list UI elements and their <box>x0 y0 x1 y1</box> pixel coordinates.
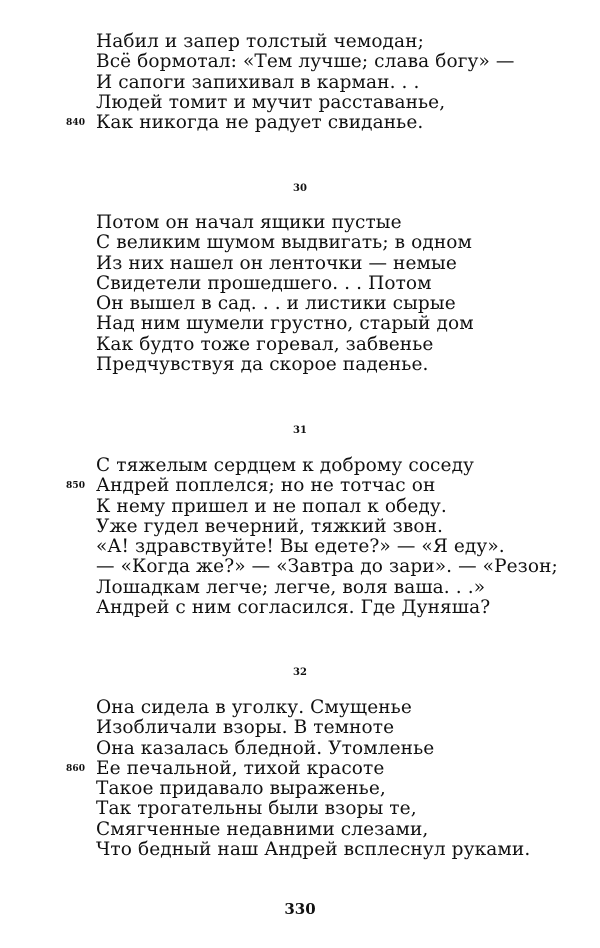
verse-line: Всё бормотал: «Тем лучше; слава богу» — <box>96 51 515 73</box>
verse-line: Изобличали взоры. В темноте <box>96 717 395 739</box>
verse-line: Набил и запер толстый чемодан; <box>96 31 424 52</box>
verse-line: Лошадкам легче; легче, воля ваша. . .» <box>96 576 486 598</box>
verse-line: Потом он начал ящики пустые <box>96 212 402 233</box>
verse-line: Из них нашел он ленточки — немые <box>96 252 457 274</box>
verse-line: Над ним шумели грустно, старый дом <box>96 313 474 335</box>
verse-line: Свидетели прошедшего. . . Потом <box>96 272 432 294</box>
stanza-30 <box>96 213 576 375</box>
line-number: 850 <box>66 481 86 492</box>
verse-line: Она сидела в уголку. Смущенье <box>96 697 412 718</box>
verse-line: Что бедный наш Андрей всплеснул руками. <box>96 839 531 861</box>
verse-line: Он вышел в сад. . . и листики сырые <box>96 293 456 315</box>
verse-line: 850 Андрей поплелся; но не тотчас он <box>66 475 436 497</box>
verse-line: — «Когда же?» — «Завтра до зари». — «Резон; <box>96 556 558 578</box>
stanza-32 <box>66 697 576 861</box>
stanza-31 <box>66 455 576 619</box>
verse-line: 840 Как никогда не радует свиданье. <box>66 112 424 134</box>
verse-line: Как будто тоже горевал, забвенье <box>96 333 434 355</box>
verse-line: Людей томит и мучит расставанье, <box>96 91 446 113</box>
line-number: 860 <box>66 763 86 774</box>
stanza-number: 31 <box>293 425 307 436</box>
verse-line: Такое придавало выраженье, <box>96 778 386 800</box>
line-number: 840 <box>66 118 86 129</box>
verse-line: С великим шумом выдвигать; в одном <box>96 232 473 254</box>
verse-line: Уже гудел вечерний, тяжкий звон. <box>96 515 443 537</box>
verse-line: Предчувствуя да скорое паденье. <box>96 354 429 376</box>
verse-line: «А! здравствуйте! Вы едете?» — «Я еду». <box>96 536 505 558</box>
verse-line: 860 Ее печальной, тихой красоте <box>66 757 385 779</box>
verse-line: К нему пришел и не попал к обеду. <box>96 495 447 517</box>
verse-line: Так трогательны были взоры те, <box>96 798 417 820</box>
stanza-continuation <box>66 31 576 134</box>
verse-line: Андрей с ним согласился. Где Дуняша? <box>96 597 491 619</box>
verse-line: И сапоги запихивал в карман. . . <box>96 71 420 93</box>
page-number: 330 <box>284 900 316 918</box>
stanza-number: 32 <box>293 667 307 678</box>
verse-line: С тяжелым сердцем к доброму соседу <box>96 455 475 476</box>
verse-line: Смягченные недавними слезами, <box>96 818 429 840</box>
stanza-number: 30 <box>293 183 307 194</box>
verse-line: Она казалась бледной. Утомленье <box>96 737 435 759</box>
